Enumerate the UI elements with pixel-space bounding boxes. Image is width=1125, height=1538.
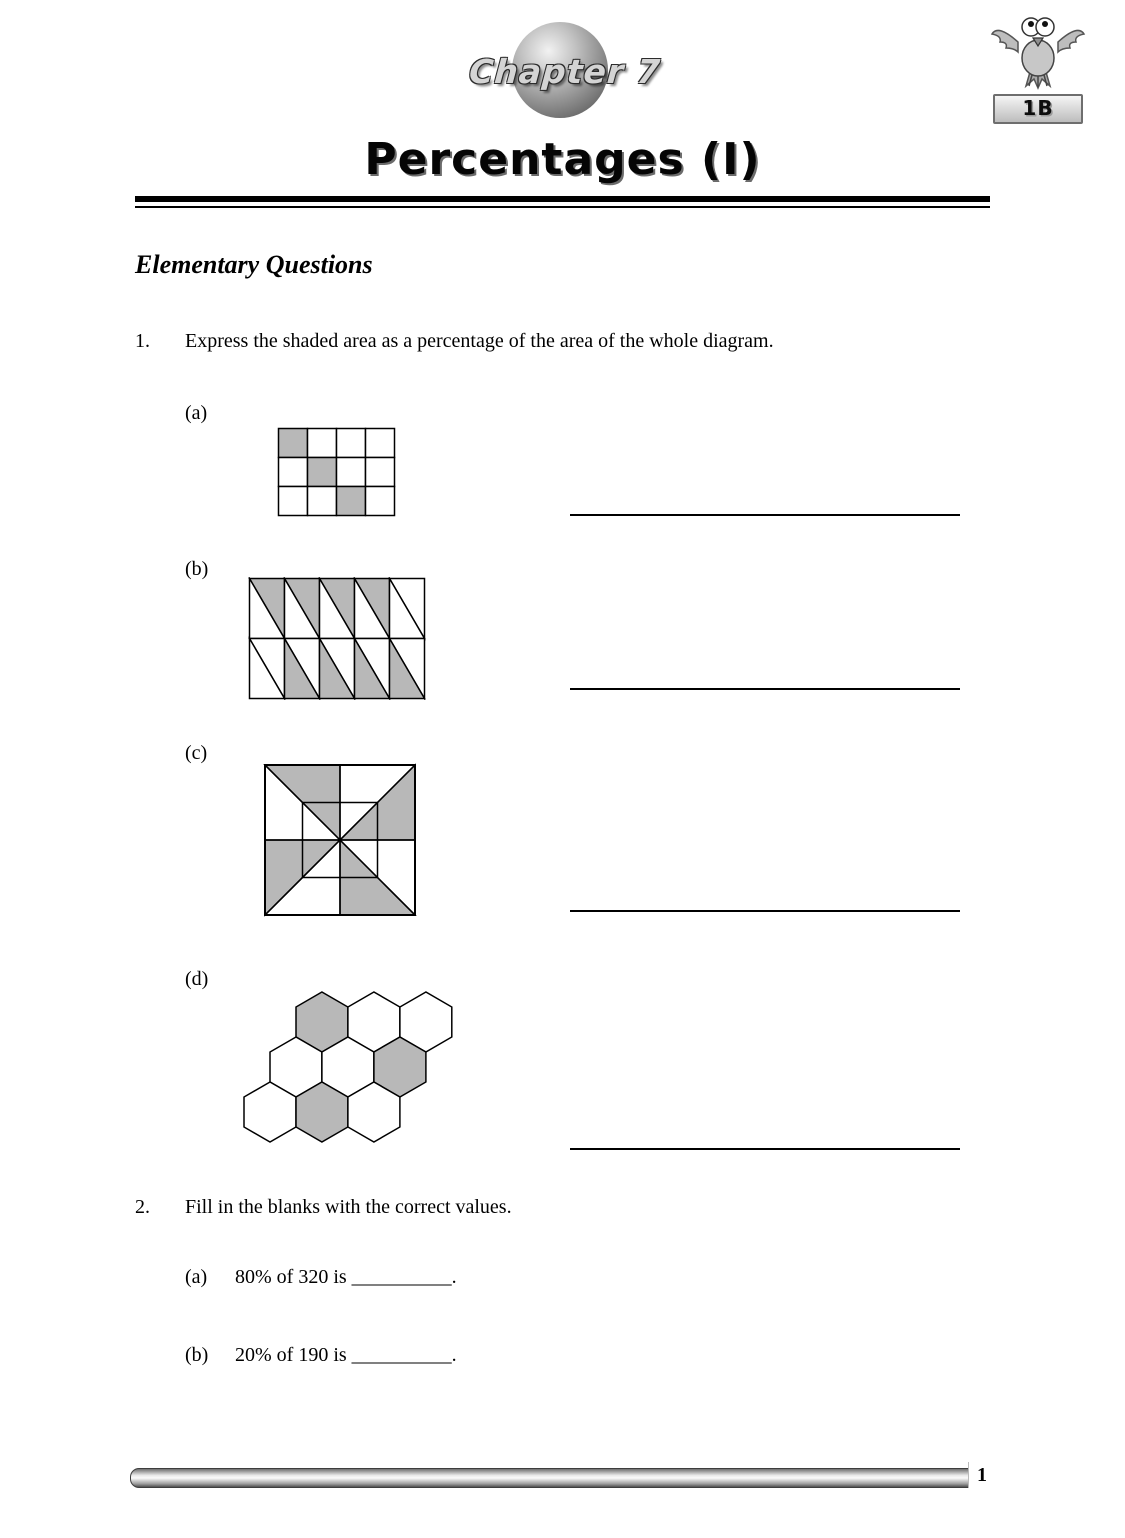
answer-line-c xyxy=(570,910,960,912)
diagram-a-square-grid xyxy=(277,427,396,522)
chapter-label: Chapter 7 xyxy=(467,52,663,91)
section-heading: Elementary Questions xyxy=(135,250,373,279)
q2-part-b-label: (b) xyxy=(185,1344,209,1366)
title-rule-thin xyxy=(135,206,990,208)
q1-part-c-label: (c) xyxy=(185,742,208,764)
question-2-number: 2. xyxy=(135,1196,150,1218)
grade-badge: 1B xyxy=(993,94,1083,124)
title-rule-thick xyxy=(135,196,990,202)
diagram-d-hex-grid xyxy=(238,986,458,1153)
q1-part-d-label: (d) xyxy=(185,968,209,990)
q2-part-a-text: 80% of 320 is __________. xyxy=(235,1266,457,1288)
question-2-text: Fill in the blanks with the correct values. xyxy=(185,1196,512,1218)
question-1-number: 1. xyxy=(135,330,150,352)
page-title: Percentages (I) xyxy=(364,134,761,185)
answer-line-b xyxy=(570,688,960,690)
q1-part-b-label: (b) xyxy=(185,558,209,580)
q1-part-a-label: (a) xyxy=(185,402,208,424)
answer-line-a xyxy=(570,514,960,516)
q2-part-a-label: (a) xyxy=(185,1266,208,1288)
footer-decorative-bar xyxy=(130,1468,994,1488)
mascot-bird-icon xyxy=(988,12,1088,92)
page-number: 1 xyxy=(968,1462,995,1488)
diagram-b-triangle-grid xyxy=(248,577,426,705)
diagram-c-pinwheel-square xyxy=(263,763,417,922)
answer-line-d xyxy=(570,1148,960,1150)
question-1-text: Express the shaded area as a percentage of the area of the whole diagram. xyxy=(185,330,774,352)
q2-part-b-text: 20% of 190 is __________. xyxy=(235,1344,457,1366)
